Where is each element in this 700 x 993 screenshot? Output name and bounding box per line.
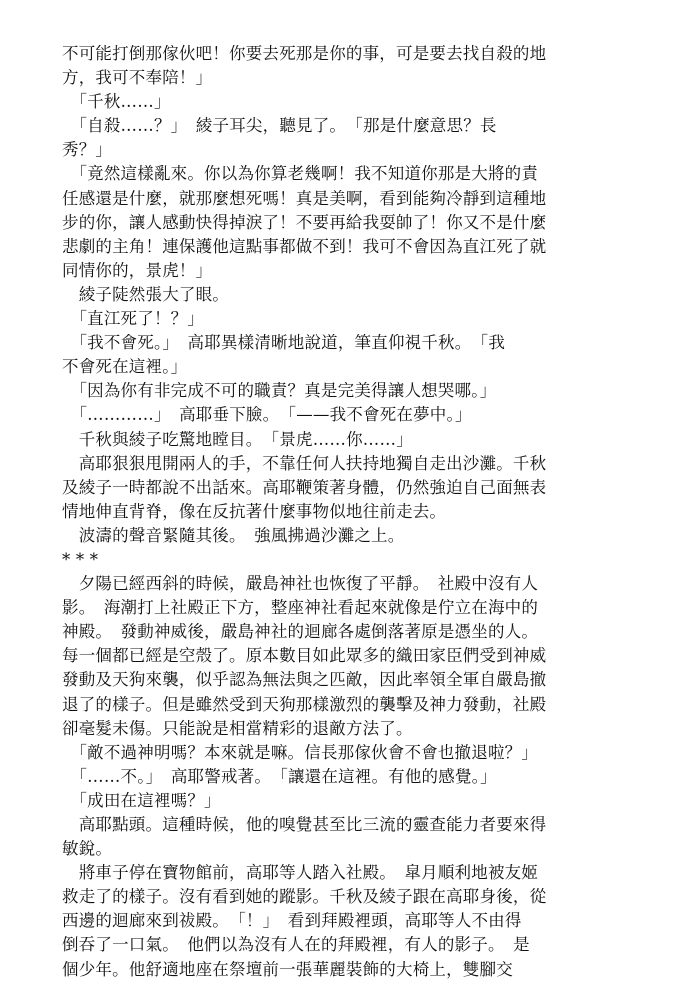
text-line: 高耶狠狠甩開兩人的手，不靠任何人扶持地獨自走出沙灘。千秋	[62, 453, 547, 473]
text-line: 方，我可不奉陪！」	[62, 68, 213, 88]
document-page	[62, 42, 634, 982]
text-line: 悲劇的主角！連保護他這點事都做不到！我可不會因為直江死了就	[62, 236, 547, 256]
text-line: 救走了的樣子。沒有看到她的蹤影。千秋及綾子跟在高耶身後，從	[62, 887, 547, 907]
text-line: 「千秋……」	[62, 92, 171, 112]
text-line: 每一個都已經是空殼了。原本數目如此眾多的織田家臣們受到神威	[62, 646, 547, 666]
text-line: 影。 海潮打上社殿正下方，整座神社看起來就像是佇立在海中的	[62, 598, 539, 618]
text-line: 「自殺……？」 綾子耳尖，聽見了。 「那是什麼意思？長	[62, 116, 497, 136]
text-line: 任感還是什麼，就那麼想死嗎！真是美啊，看到能夠冷靜到這種地	[62, 188, 547, 208]
text-line: 綾子陡然張大了眼。	[62, 284, 229, 304]
text-line: 高耶點頭。這種時候，他的嗅覺甚至比三流的靈查能力者要來得	[62, 815, 547, 834]
text-line: 秀？」	[62, 140, 113, 160]
text-line: 「直江死了！？」	[62, 309, 205, 329]
text-line: 「…………」 高耶垂下臉。 「——我不會死在夢中。」	[62, 405, 472, 425]
text-line: 夕陽已經西斜的時候，嚴島神社也恢復了平靜。 社殿中沒有人	[62, 574, 539, 594]
text-line: 同情你的，景虎！」	[62, 260, 213, 280]
text-line: 步的你，讓人感動快得掉淚了！不要再給我耍帥了！你又不是什麼	[62, 212, 547, 232]
text-line: 神殿。 發動神威後，嚴島神社的迴廊各處倒落著原是憑坐的人。	[62, 622, 539, 642]
text-line: 敏銳。	[62, 839, 113, 859]
section-divider: * * *	[62, 549, 99, 569]
text-line: 退了的樣子。但是雖然受到天狗那樣激烈的襲擊及神力發動，社殿	[62, 694, 547, 714]
text-line: 個少年。他舒適地座在祭壇前一張華麗裝飾的大椅上，雙腳交	[62, 959, 513, 979]
text-line: 情地伸直背脊，像在反抗著什麼事物似地往前走去。	[62, 501, 447, 521]
text-line: 「……不。」 高耶警戒著。 「讓還在這裡。有他的感覺。」	[62, 766, 497, 786]
text-line: 不可能打倒那傢伙吧！你要去死那是你的事，可是要去找自殺的地	[62, 44, 547, 63]
text-line: 千秋與綾子吃驚地瞠目。 「景虎……你……」	[62, 429, 413, 449]
text-line: 「竟然這樣亂來。你以為你算老幾啊！我不知道你那是大將的責	[62, 164, 539, 184]
text-line: 波濤的聲音緊隨其後。 強風拂過沙灘之上。	[62, 525, 405, 545]
text-line: 卻毫髮未傷。只能說是相當精彩的退敵方法了。	[62, 718, 413, 738]
text-line: 將車子停在寶物館前，高耶等人踏入社殿。 皐月順利地被友姬	[62, 863, 539, 883]
text-line: 發動及天狗來襲，似乎認為無法與之匹敵，因此率領全軍自嚴島撤	[62, 670, 547, 690]
text-line: 及綾子一時都說不出話來。高耶鞭策著身體，仍然強迫自己面無表	[62, 477, 547, 497]
text-line: 「成田在這裡嗎？」	[62, 790, 221, 810]
text-line: 「因為你有非完成不可的職責？真是完美得讓人想哭哪。」	[62, 381, 497, 401]
text-line: 倒吞了一口氣。 他們以為沒有人在的拜殿裡，有人的影子。 是	[62, 935, 530, 955]
text-line: 不會死在這裡。」	[62, 357, 188, 377]
text-line: 「敵不過神明嗎？本來就是嘛。信長那傢伙會不會也撤退啦？」	[62, 742, 539, 762]
text-line: 西邊的迴廊來到祓殿。 「！」 看到拜殿裡頭，高耶等人不由得	[62, 911, 522, 931]
text-line: 「我不會死。」 高耶異樣清晰地說道，筆直仰視千秋。 「我	[62, 333, 506, 353]
